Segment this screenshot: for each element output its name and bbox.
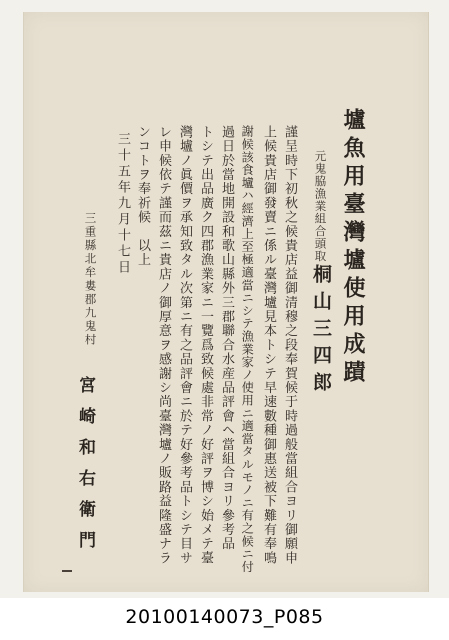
page-content (24, 12, 428, 592)
body-column: トシテ出品廣ク四郡漁業家ニ一覽爲致候處非常ノ好評ヲ博シ始メテ臺 (198, 125, 213, 566)
document-page (23, 12, 429, 592)
body-column: 灣壚ノ眞價ヲ承知致タル次第ニ有之品評會ニ於テ好參考品トシテ目サ (177, 125, 192, 566)
author-affiliation: 元鬼脇漁業組合頭取 (313, 150, 328, 263)
body-column: 謝候該食壚ハ經濟上至極適當ニシテ漁業家ノ使用ニ適當タルモノニ有之候ニ付 (240, 125, 255, 573)
sender-address: 三重縣北牟婁郡九鬼村 (83, 212, 98, 347)
body-column: 上候貴店御發賣ニ係ル臺灣壚見本トシテ早速數種御惠送被下難有奉鳴 (261, 125, 276, 566)
signer-name: 宮崎和右衛門 (75, 376, 95, 562)
body-column: 謹呈時下初秋之候貴店益御清穆之段奉賀候于時過般當組合ヨリ御願申 (282, 125, 297, 566)
page-mark (62, 570, 72, 572)
body-column: ンコトヲ奉祈候 以上 (135, 125, 150, 267)
document-date: 三十五年九月十七日 (115, 132, 130, 276)
author-name: 桐山三四郎 (310, 264, 332, 399)
image-id-caption: 20100140073_P085 (125, 606, 324, 628)
body-column: 過日於當地開設和歌山縣外三郡聯合水産品評會ヘ當組合ヨリ參考品 (219, 125, 234, 551)
document-title: 壚魚用臺灣壚使用成蹟 (340, 108, 366, 388)
body-column: レ申候依テ謹而茲ニ貴店ノ御厚意ヲ感謝シ尚臺灣壚ノ販路益隆盛ナラ (156, 125, 171, 566)
